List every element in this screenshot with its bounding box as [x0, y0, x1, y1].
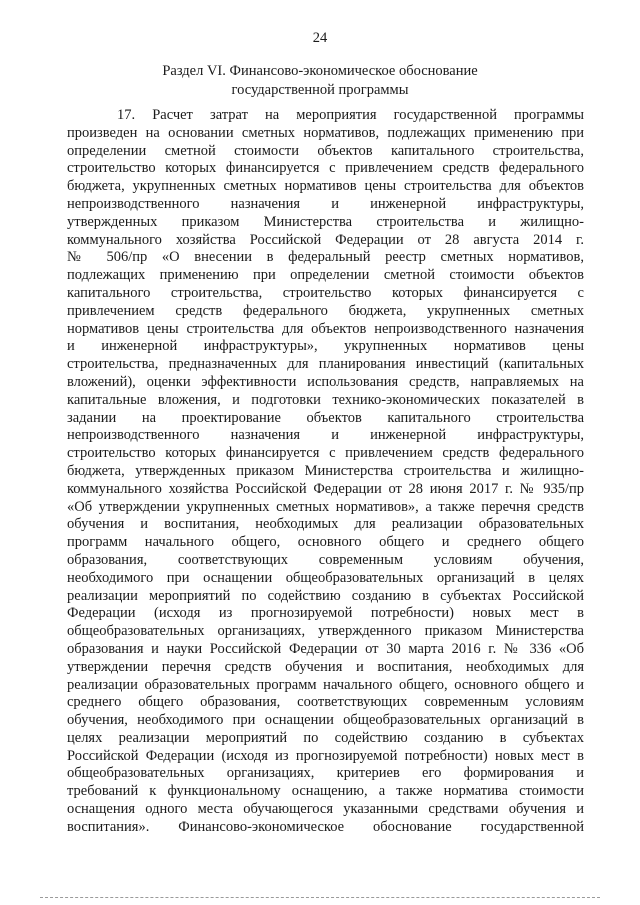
- paragraph-line: привлечением средств федерального бюджета, укрупненных сметных: [67, 302, 584, 319]
- bottom-scan-edge: [40, 897, 600, 898]
- paragraph-line: Российской Федерации (исходя из прогнозируемой потребности) новых мест в: [67, 747, 584, 764]
- paragraph-line: и инженерной инфраструктуры», укрупненных нормативов цены: [67, 338, 584, 355]
- paragraph-line: общеобразовательных организациях, критериев его формирования и: [67, 765, 584, 782]
- paragraph-line: вложений), оценки эффективности использования средств, направляемых на: [67, 373, 584, 390]
- paragraph-line: строительство которых финансируется с привлечением средств федерального: [67, 160, 584, 177]
- paragraph-line: утвержденных приказом Министерства строительства и жилищно-: [67, 213, 584, 230]
- paragraph-line: непроизводственного назначения и инженерной инфраструктуры,: [67, 427, 584, 444]
- paragraph-line: 17. Расчет затрат на мероприятия государственной программы: [117, 107, 584, 123]
- paragraph-line: образования и науки Российской Федерации от 30 марта 2016 г. № 336 «Об: [67, 640, 584, 657]
- section-heading: [60, 62, 580, 99]
- paragraph-line: целях реализации мероприятий по содействию созданию в субъектах: [67, 729, 584, 746]
- paragraph-line: реализации образовательных программ начального общего, основного общего и: [67, 676, 584, 693]
- paragraph-17: [67, 107, 584, 837]
- paragraph-line: Федерации (исходя из прогнозируемой потребности) новых мест в: [67, 605, 584, 622]
- paragraph-line: коммунального хозяйства Российской Федерации от 28 августа 2014 г.: [67, 231, 584, 248]
- paragraph-line: строительство которых финансируется с привлечением средств федерального: [67, 445, 584, 462]
- paragraph-line: непроизводственного назначения и инженерной инфраструктуры,: [67, 195, 584, 212]
- paragraph-line: воспитания». Финансово-экономическое обоснование государственной: [67, 818, 584, 835]
- paragraph-line: утверждении перечня средств обучения и воспитания, необходимых для: [67, 658, 584, 675]
- paragraph-line: оснащения одного места обучающегося указанными средствами обучения и: [67, 801, 584, 818]
- paragraph-line: общеобразовательных организациях, утвержденного приказом Министерства: [67, 623, 584, 640]
- paragraph-line: № 506/пр «О внесении в федеральный реестр сметных нормативов,: [67, 249, 584, 266]
- page-number: 24: [312, 30, 328, 46]
- paragraph-line: обучения и воспитания, необходимых для реализации образовательных: [67, 516, 584, 533]
- paragraph-line: образования, соответствующих современным условиям обучения,: [67, 551, 584, 568]
- paragraph-line: подлежащих применению при определении сметной стоимости объектов: [67, 267, 584, 284]
- section-heading-line: Раздел VI. Финансово-экономическое обоснование: [162, 63, 478, 79]
- paragraph-line: произведен на основании сметных нормативов, подлежащих применению при: [67, 124, 584, 141]
- paragraph-line: необходимого при оснащении общеобразовательных организаций в целях: [67, 569, 584, 586]
- paragraph-line: коммунального хозяйства Российской Федерации от 28 июня 2017 г. № 935/пр: [67, 480, 584, 497]
- paragraph-line: реализации мероприятий по содействию созданию в субъектах Российской: [67, 587, 584, 604]
- paragraph-line: «Об утверждении укрупненных сметных нормативов», а также перечня средств: [67, 498, 584, 515]
- section-heading-line: государственной программы: [231, 81, 409, 98]
- paragraph-line: бюджета, утвержденных приказом Министерства строительства и жилищно-: [67, 462, 584, 479]
- paragraph-line: капитальные вложения, и подготовки технико-экономических показателей в: [67, 391, 584, 408]
- paragraph-line: определении сметной стоимости объектов капитального строительства,: [67, 142, 584, 159]
- paragraph-line: задании на проектирование объектов капитального строительства: [67, 409, 584, 426]
- paragraph-line: нормативов цены строительства для объектов непроизводственного назначения: [67, 320, 584, 337]
- paragraph-line: капитального строительства, строительство которых финансируется с: [67, 284, 584, 301]
- paragraph-line: требований к функциональному оснащению, а также норматива стоимости: [67, 783, 584, 800]
- paragraph-line: программ начального общего, основного общего и среднего общего: [67, 534, 584, 551]
- paragraph-line: среднего общего образования, соответствующих современным условиям: [67, 694, 584, 711]
- paragraph-line: бюджета, укрупненных сметных нормативов цены строительства для объектов: [67, 178, 584, 195]
- paragraph-line: обучения, необходимого при оснащении общеобразовательных организаций в: [67, 712, 584, 729]
- paragraph-line: строительства, предназначенных для планирования инвестиций (капитальных: [67, 356, 584, 373]
